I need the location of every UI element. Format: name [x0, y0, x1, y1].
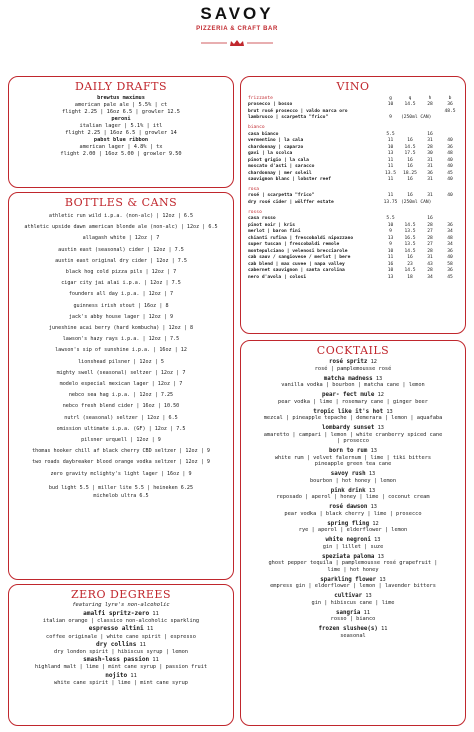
wine-row: vermentino | la cala 11 16 31 40 [248, 138, 453, 144]
wine-row: casa bianco 5.5 16 [248, 131, 433, 137]
cocktail-item: speziata paloma 13 ghost pepper tequila | pamplemousse rosé grapefruit | lime | hot honey [268, 553, 438, 573]
wine-row: chianti rufina | frescobaldi nipozzano 13 16.5 28 48 [248, 235, 453, 241]
wine-row: montepulciano | velenosi brecciarole 10 14.5 28 36 [248, 248, 453, 254]
wine-row: brut rosé prosecco | valdo marca oro 48.5 [248, 108, 456, 114]
bottle-item: allagash white | 12oz | 7 [82, 235, 160, 242]
wine-row: gavi | la scolca 13 17.5 30 48 [248, 151, 453, 157]
bottles-cans-title: BOTTLES & CANS [64, 196, 178, 209]
cocktails-title: COCKTAILS [316, 344, 390, 357]
bottle-item: two roads daybreaker blood orange vodka seltzer | 12oz | 9 [32, 459, 210, 466]
wine-row: super tuscan | frescobaldi remole 9 13.5 27 34 [248, 242, 453, 248]
zero-item: amalfi spritz-zero 11 [83, 610, 159, 617]
bottle-item: michelob ultra 6.5 [93, 492, 149, 499]
bottles-cans-section [8, 192, 234, 580]
bottle-item: lawson's sip of sunshine i.p.a. | 16oz | 12 [55, 347, 187, 354]
zero-item-desc: coffee originale | white cane spirit | espresso [46, 633, 196, 640]
daily-drafts-title: DAILY DRAFTS [74, 80, 168, 93]
cocktail-item: pear- fect mule 12 pear vodka | lime | rosemary cane | ginger beer [278, 392, 428, 405]
cocktail-item: spring fling 12 rye | aperol | elderflower | lemon [298, 520, 408, 533]
zero-item: espresso altini 11 [88, 625, 154, 633]
wine-row: prosecco | bosso 10 14.5 28 36 [248, 102, 453, 108]
cocktails-section [240, 340, 466, 726]
bottle-item: lionshead pilsner | 12oz | 5 [78, 358, 164, 365]
draft-line: flight 2.00 | 16oz 5.00 | growler 9.50 [60, 151, 182, 158]
draft-line: flight 2.25 | 16oz 6.5 | growler 12.5 [62, 109, 180, 116]
wine-section-header: bianco [248, 124, 265, 130]
wine-section-header: rosso [248, 209, 262, 215]
cocktail-item: white negroni 13 gin | lillet | suze [322, 537, 384, 550]
draft-line: brewtus maximus [97, 95, 145, 101]
zero-degrees-title: ZERO DEGREES [71, 588, 171, 601]
zero-item-desc: dry london spirit | hibiscus syrup | lemon [54, 649, 188, 656]
bottle-item: cigar city jai alai i.p.a. | 12oz | 7.5 [61, 280, 181, 287]
cocktail-item: sangria 11 rosso | bianco [330, 609, 376, 622]
bottle-item: mighty swell (seasonal) seltzer | 12oz | 7 [56, 369, 186, 376]
cocktail-item: matcha madness 13 vanilla vodka | bourbon | matcha cane | lemon [281, 375, 425, 388]
zero-item: nojito 11 [105, 671, 137, 679]
bottle-item: zero gravity mclighty's light lager | 16oz | 9 [50, 470, 192, 477]
wine-row: casa rosso 5.5 16 [248, 216, 433, 222]
bottle-item: juneshine acai berry (hard kombucha) | 12oz | 8 [48, 325, 194, 332]
wine-section-header: frizzante g q h b [248, 95, 452, 101]
cocktail-item: rosé spritz 12 rosé | pamplemousse rosé [314, 359, 392, 372]
cocktail-item: rosé dawson 13 pear vodka | black cherry | lime | prosecco [284, 504, 422, 517]
bottle-item: bud light 5.5 | miller lite 5.5 | heineken 6.25 [48, 484, 194, 491]
zero-item: smash-less passion 11 [83, 656, 159, 664]
crown-ornament-icon [197, 39, 277, 47]
vino-title: VINO [336, 80, 370, 93]
draft-line: american pale ale | 5.5% | ct [74, 102, 168, 109]
bottle-item: black hog cold pizza pils | 12oz | 7 [65, 269, 177, 276]
draft-line: italian lager | 5.1% | itl [79, 123, 163, 130]
zero-item: dry collins 11 [96, 640, 146, 648]
wine-row: chardonnay | mer soleil 13.5 18.25 36 45 [248, 170, 453, 176]
wine-row: nero d'avola | colosi 13 18 34 45 [248, 274, 453, 280]
bottle-item: austin east (seasonal) cider | 12oz | 7.5 [58, 246, 184, 253]
zero-item-desc: white cane spirit | lime | mint cane syrup [54, 679, 188, 686]
wine-row: rosé | scarpetta "frico" 11 16 31 40 [248, 193, 453, 199]
cocktail-item: sparkling flower 13 empress gin | elderflower | lemon | lavender bitters [270, 576, 436, 589]
bottle-item: lawson's hazy rays i.p.a. | 12oz | 7.5 [62, 336, 180, 343]
bottle-item: omission ultimate i.p.a. (GF) | 12oz | 7.5 [56, 425, 186, 432]
bottle-item: nebco fresh blend cider | 16oz | 10.50 [62, 403, 180, 410]
wine-row: pinot noir | kris 10 14.5 28 36 [248, 222, 453, 228]
wine-list [247, 95, 460, 281]
bottle-item: austin east original dry cider | 12oz | 7.5 [55, 257, 187, 264]
menu-header [0, 0, 474, 68]
bottle-item: modelo especial mexican lager | 12oz | 7 [59, 381, 183, 388]
bottle-item: pilsner urquell | 12oz | 9 [81, 437, 161, 444]
wine-section-header: rosa [248, 186, 260, 192]
cocktail-item: savoy rush 13 bourbon | hot honey | lemon [309, 471, 397, 484]
bottle-item: nutrl (seasonal) seltzer | 12oz | 6.5 [64, 414, 178, 421]
wine-row: dry rosé cider | wölffer estate 13.75 (250ml CAN) [248, 199, 432, 205]
zero-degrees-subtitle: featuring lyre's non-alcoholic [72, 602, 170, 608]
vino-section [240, 76, 466, 334]
cocktail-item: born to rum 13 white rum | velvet falernum | lime | tiki bitters pineapple green tea cane [274, 448, 432, 467]
wine-row: pinot grigio | la cala 11 16 31 40 [248, 157, 453, 163]
cocktail-item: pink drink 13 reposado | aperol | honey | lime | coconut cream [276, 487, 430, 500]
bottle-item: jack's abby house lager | 12oz | 9 [68, 313, 174, 320]
draft-line: american lager | 4.8% | tx [79, 144, 163, 151]
wine-row: cabernet sauvignon | santa carolina 10 14.5 28 36 [248, 268, 453, 274]
zero-degrees-section [8, 584, 234, 726]
bottle-item: thomas hooker chill af black cherry CBD seltzer | 12oz | 9 [32, 448, 210, 455]
bottle-item: founders all day i.p.a. | 12oz | 7 [68, 291, 174, 298]
cocktail-item: tropic like it's hot 13 mezcal | pineapple tepache | demerara | lemon | aquafaba [263, 408, 443, 421]
bottle-item: athletic run wild i.p.a. (non-alc) | 12oz | 6.5 [48, 213, 194, 219]
wine-row: cab sauv / sangiovese / merlot | bere 11 16 31 40 [248, 255, 453, 261]
wine-row: cab blend | max cuvee | napa valley 16 23 43 58 [248, 261, 453, 267]
wine-row: chardonnay | caparzo 10 14.5 28 36 [248, 144, 453, 150]
wine-row: moscato d'asti | saracco 11 16 31 40 [248, 164, 453, 170]
daily-drafts-section [8, 76, 234, 188]
draft-line: pabst blue ribbon [93, 137, 149, 144]
zero-item-desc: highland malt | lime | mint cane syrup | passion fruit [34, 664, 208, 671]
zero-item-desc: italian orange | classico non-alcoholic sparkling [42, 618, 200, 625]
bottle-item: athletic upside dawn american blonde ale (non-alc) | 12oz | 6.5 [24, 224, 218, 231]
draft-line: flight 2.25 | 16oz 6.5 | growler 14 [65, 130, 177, 137]
bottle-item: guinness irish stout | 16oz | 8 [73, 302, 169, 309]
wine-row: sauvignon blanc | lobster reef 11 16 31 40 [248, 177, 453, 183]
wine-row: lambrusco | scarpetta "frico" 9 (250ml CAN) [248, 115, 432, 121]
draft-line: peroni [111, 116, 131, 123]
brand-subtitle: PIZZERIA & CRAFT BAR [196, 26, 278, 32]
cocktail-item: frozen slushee(s) 11 seasonal [318, 626, 388, 639]
cocktail-item: cultivar 13 gin | hibiscus cane | lime [311, 593, 395, 606]
brand-name: SAVOY [200, 4, 274, 23]
bottle-item: nebco sea hag i.p.a. | 12oz | 7.25 [68, 392, 174, 399]
cocktail-item: lombardy sunset 13 amaretto | campari | lemon | white cranberry spiced cane | prosecco [263, 425, 443, 444]
wine-row: merlot | baron fini 9 13.5 27 34 [248, 229, 453, 235]
